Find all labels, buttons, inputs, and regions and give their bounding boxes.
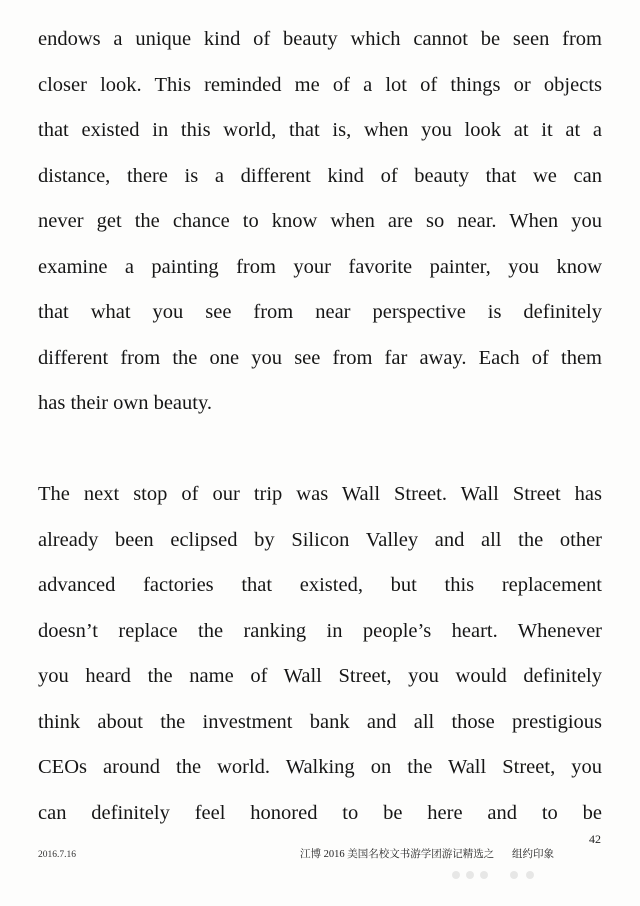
text-line: already been eclipsed by Silicon Valley and all the other xyxy=(38,528,602,551)
text-line: that what you see from near perspective is definitely xyxy=(38,301,602,323)
footer-title: 江博 2016 美国名校文书游学团游记精选之 xyxy=(300,849,495,860)
text-line: that existed in this world, that is, when you look at it at a xyxy=(38,119,602,141)
text-line: can definitely feel honored to be here and to be xyxy=(38,801,602,824)
text-line: distance, there is a different kind of beauty that we can xyxy=(38,164,602,187)
text-line: CEOs around the world. Walking on the Wall Street, you xyxy=(38,756,602,778)
text-line: closer look. This reminded me of a lot of things or objects xyxy=(38,73,602,96)
text-line: examine a painting from your favorite painter, you know xyxy=(38,255,602,278)
text-line: you heard the name of Wall Street, you would definitely xyxy=(38,665,602,687)
body-text xyxy=(38,17,602,836)
paragraph-2 xyxy=(38,472,602,836)
text-line: different from the one you see from far away. Each of them xyxy=(38,346,602,369)
page-number: 42 xyxy=(589,832,601,846)
text-line: doesn’t replace the ranking in people’s heart. Whenever xyxy=(38,619,602,642)
watermark-icon xyxy=(452,868,542,882)
footer-subtitle: 组约印象 xyxy=(512,849,554,860)
text-line: The next stop of our trip was Wall Street. Wall Street has xyxy=(38,483,602,505)
footer-date: 2016.7.16 xyxy=(38,850,76,860)
text-line: endows a unique kind of beauty which cannot be seen from xyxy=(38,28,602,50)
paragraph-1 xyxy=(38,17,602,427)
text-line: never get the chance to know when are so near. When you xyxy=(38,210,602,232)
text-line: has their own beauty. xyxy=(38,392,213,414)
text-line: advanced factories that existed, but this replacement xyxy=(38,574,602,596)
text-line: think about the investment bank and all those prestigious xyxy=(38,710,602,733)
